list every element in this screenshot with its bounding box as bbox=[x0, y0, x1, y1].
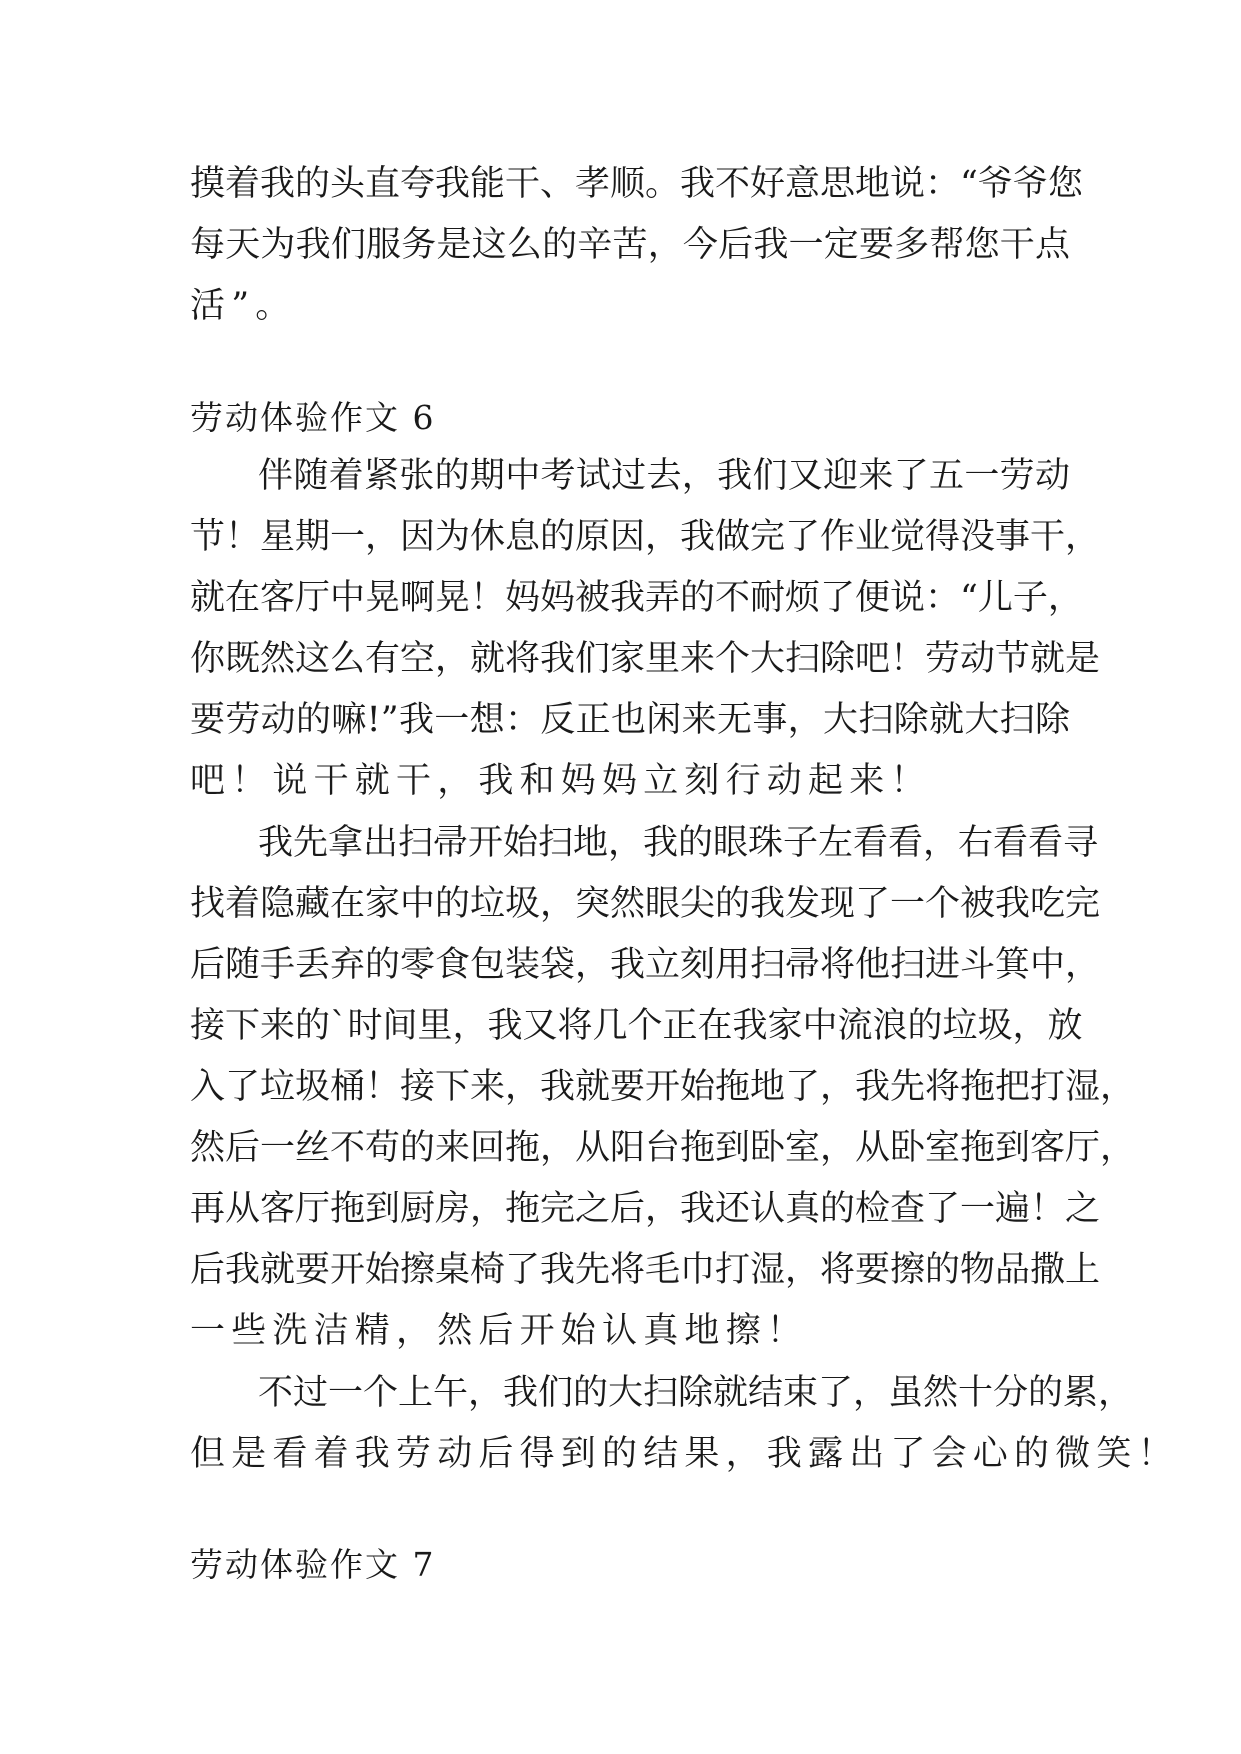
s6-p3-line-1: 不过一个上午，我们的大扫除就结束了，虽然十分的累， bbox=[258, 1373, 1134, 1413]
s6-p2-line-2: 找着隐藏在家中的垃圾，突然眼尖的我发现了一个被我吃完 bbox=[190, 884, 1101, 924]
s6-p2-line-7: 再从客厅拖到厨房，拖完之后，我还认真的检查了一遍！之 bbox=[190, 1189, 1101, 1229]
s6-p1-line-1: 伴随着紧张的期中考试过去，我们又迎来了五一劳动 bbox=[258, 456, 1070, 496]
s6-p1-line-5: 要劳动的嘛!”我一想：反正也闲来无事，大扫除就大扫除 bbox=[190, 700, 1070, 740]
intro-line-3: 活”。 bbox=[190, 286, 297, 326]
s6-p1-line-6: 吧！说干就干，我和妈妈立刻行动起来！ bbox=[190, 761, 932, 801]
s6-p2-line-9: 一些洗洁精，然后开始认真地擦！ bbox=[190, 1311, 809, 1351]
intro-line-2: 每天为我们服务是这么的辛苦，今后我一定要多帮您干点 bbox=[190, 225, 1070, 265]
s6-p2-line-3: 后随手丢弃的零食包装袋，我立刻用扫帚将他扫进斗箕中， bbox=[190, 945, 1101, 985]
s6-p1-line-3: 就在客厅中晃啊晃！妈妈被我弄的不耐烦了便说：“儿子， bbox=[190, 578, 1083, 618]
s6-p3-line-2: 但是看着我劳动后得到的结果，我露出了会心的微笑！ bbox=[190, 1434, 1179, 1474]
s6-p2-line-6: 然后一丝不苟的来回拖，从阳台拖到卧室，从卧室拖到客厅， bbox=[190, 1128, 1136, 1168]
section-7-title: 劳动体验作文 7 bbox=[190, 1545, 436, 1584]
s6-p2-line-4: 接下来的`时间里，我又将几个正在我家中流浪的垃圾，放 bbox=[190, 1006, 1083, 1046]
s6-p2-line-1: 我先拿出扫帚开始扫地，我的眼珠子左看看，右看看寻 bbox=[258, 823, 1099, 863]
s6-p2-line-5: 入了垃圾桶！接下来，我就要开始拖地了，我先将拖把打湿， bbox=[190, 1067, 1136, 1107]
s6-p1-line-4: 你既然这么有空，就将我们家里来个大扫除吧！劳动节就是 bbox=[190, 639, 1101, 679]
section-6-title: 劳动体验作文 6 bbox=[190, 398, 436, 437]
intro-line-1: 摸着我的头直夸我能干、孝顺。我不好意思地说：“爷爷您 bbox=[190, 164, 1083, 204]
s6-p2-line-8: 后我就要开始擦桌椅了我先将毛巾打湿，将要擦的物品撒上 bbox=[190, 1250, 1101, 1290]
s6-p1-line-2: 节！星期一，因为休息的原因，我做完了作业觉得没事干， bbox=[190, 517, 1101, 557]
